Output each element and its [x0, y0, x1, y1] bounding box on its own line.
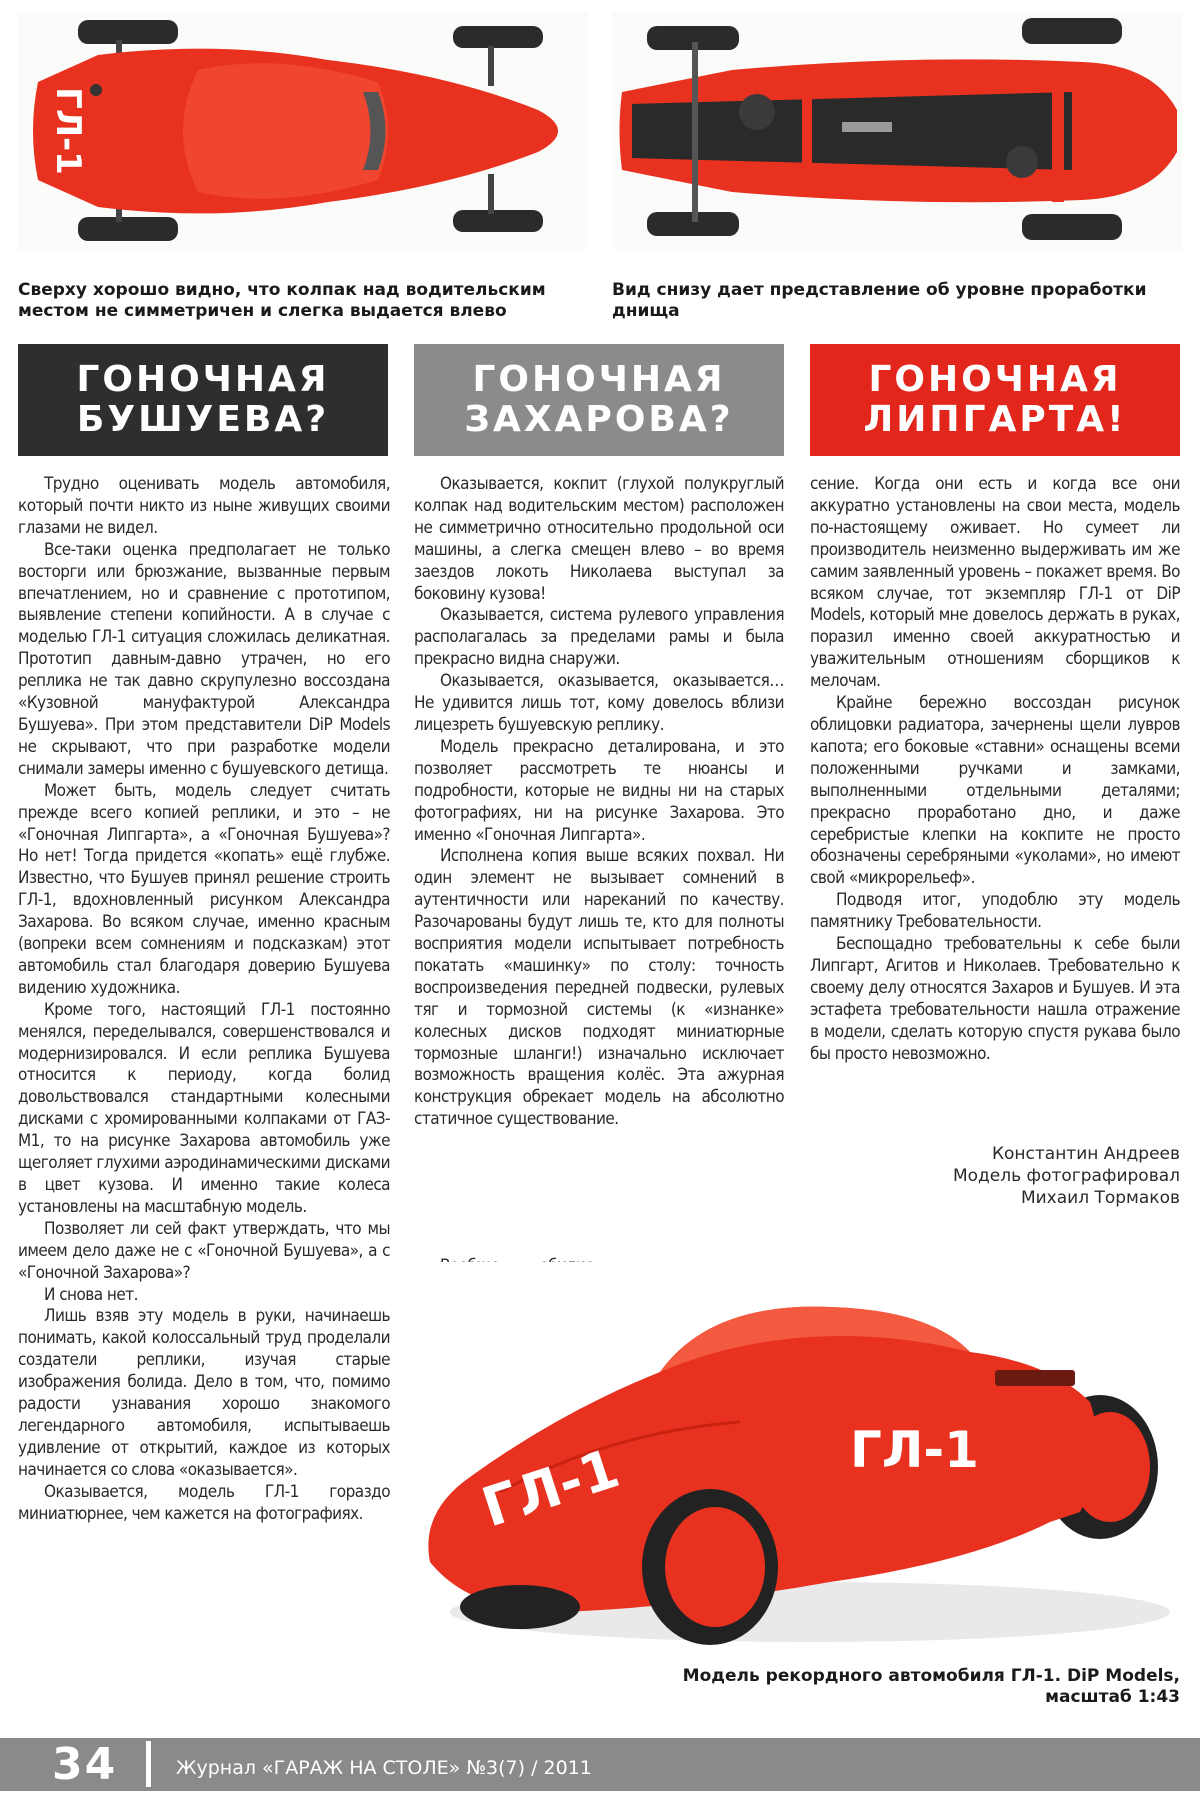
article-column-1	[18, 474, 390, 1526]
svg-text:ГЛ-1: ГЛ-1	[850, 1421, 979, 1479]
paragraph: Исполнена копия выше всяких похвал. Ни один элемент не вызывает сомнений в аутентичности или нареканий по качеству. Разочарованы будут лишь те, кто для полноты восприятия модели испытывает потребность покатать «машинку» по столу: точность воспроизведения передней подвески, рулевых тяг и тормозной системы (к «изнанке» колесных дисков подходят миниатюрные тормозные шланги!) изначально исключает возможность вращения колёс. Эта ажурная конструкция обрекает модель на абсолютно статичное существование.	[414, 846, 784, 1130]
headline-line2: ЗАХАРОВА?	[464, 399, 734, 440]
headline-line1: ГОНОЧНАЯ	[76, 359, 330, 400]
paragraph: сение. Когда они есть и когда все они аккуратно установлены на свои места, модель по-настоящему оживает. Но сумеет ли производитель неизменно выдерживать им же самим заявленный уровень – покажет время. Во всяком случае, тот экземпляр ГЛ-1 от DiP Models, который мне довелось держать в руках, поразил именно своей аккуратностью и уважительным отношениям сборщиков к мелочам.	[810, 474, 1180, 692]
article-column-2	[414, 474, 784, 1131]
author-name: Константин Андреев	[991, 1144, 1180, 1164]
headline-line1: ГОНОЧНАЯ	[868, 359, 1122, 400]
photo-car-top-view	[18, 12, 588, 250]
photo-car-model-gl1	[410, 1262, 1192, 1652]
paragraph: Крайне бережно воссоздан рисунок облицовки радиатора, зачернены щели лувров капота; его боковые «ставни» оснащены всеми положенными ручками и замками, выполненными отдельными деталями; прекрасно проработано дно, и даже серебристые клепки на кокпите не просто обозначены серебряными «уколами», но имеют свой «микрорельеф».	[810, 693, 1180, 889]
headline-lipgart	[810, 344, 1180, 456]
author-credits	[810, 1143, 1180, 1209]
headline-line2: ЛИПГАРТА!	[863, 399, 1127, 440]
paragraph: Оказывается, система рулевого управления располагалась за пределами рамы и была прекрасно видна снаружи.	[414, 605, 784, 670]
paragraph: И снова нет.	[44, 1284, 138, 1305]
paragraph: Беспощадно требовательны к себе были Липгарт, Агитов и Николаев. Требовательно к своему делу относятся Захаров и Бушуев. И эта эстафета требовательности нашла отражение в модели, сделать которую спустя рукава было бы просто невозможно.	[810, 934, 1180, 1064]
car-underside-illustration	[612, 12, 1182, 250]
headline-line2: БУШУЕВА?	[76, 399, 330, 440]
paragraph: Модель прекрасно деталирована, и это позволяет рассмотреть те нюансы и подробности, которые не видны ни на старых фотографиях, ни на рисунке Захарова. Это именно «Гоночная Липгарта».	[414, 736, 784, 845]
paragraph: Все-таки оценка предполагает не только восторги или брюзжание, вызванные первым впечатлением, но и сравнение с прототипом, выявление степени копийности. А в случае с моделью ГЛ-1 ситуация сложилась деликатная. Прототип давным-давно утрачен, но его реплика не так давно скрупулезно воссоздана «Кузовной мануфактурой Александра Бушуева». При этом представители DiP Models не скрывают, что при разработке модели снимали замеры именно с бушуевского детища.	[18, 539, 390, 779]
paragraph: Лишь взяв эту модель в руки, начинаешь понимать, какой колоссальный труд проделали создатели реплики, изучая старые изображения болида. Дело в том, что, помимо радости узнавания хорошо знакомого легендарного автомобиля, испытываешь удивление от открытий, каждое из которых начинается со слова «оказывается».	[18, 1306, 390, 1480]
article-column-3	[810, 474, 1180, 1065]
paragraph: Оказывается, кокпит (глухой полукруглый колпак над водительским местом) расположен не симметрично относительно продольной оси машины, а слегка смещен влево – во время заездов локоть Николаева выступал за боковину кузова!	[414, 474, 784, 604]
headline-line1: ГОНОЧНАЯ	[472, 359, 726, 400]
car-model-illustration	[410, 1262, 1192, 1652]
footer-divider	[146, 1741, 151, 1787]
svg-text:ГЛ-1: ГЛ-1	[474, 1436, 627, 1540]
caption-main-photo: Модель рекордного автомобиля ГЛ-1. DiP Models, масштаб 1:43	[682, 1666, 1180, 1707]
paragraph: Кроме того, настоящий ГЛ-1 постоянно менялся, переделывался, совершенствовался и модернизировался. И если реплика Бушуева относится к периоду, когда болид довольствовался стандартными колесными дисками с хромированными колпаками от ГАЗ-М1, то на рисунке Захарова автомобиль уже щеголяет глухими аэродинамическими дисками в цвет кузова. И именно такие колеса установлены на масштабную модель.	[18, 999, 391, 1217]
photographer-name: Михаил Тормаков	[1020, 1188, 1180, 1208]
caption-bottom-view: Вид снизу дает представление об уровне проработки днища	[612, 280, 1147, 321]
headline-bushuev	[18, 344, 388, 456]
paragraph: Может быть, модель следует считать прежде всего копией реплики, и это – не «Гоночная Липгарта», а «Гоночная Бушуева»? Но нет! Тогда придется «копать» ещё глубже. Известно, что Бушуев принял решение строить ГЛ-1, вдохновленный рисунком Александра Захарова. Во всяком случае, именно красным (вопреки всем сомнениям и подсказкам) этот автомобиль стал благодаря доверию Бушуева видению художника.	[18, 780, 390, 998]
photo-car-bottom-view	[612, 12, 1182, 250]
photo-credit-label: Модель фотографировал	[952, 1166, 1180, 1186]
page-number: 34	[52, 1739, 118, 1790]
car-top-view-illustration	[18, 12, 588, 250]
paragraph: Подводя итог, уподоблю эту модель памятнику Требовательности.	[810, 890, 1180, 933]
paragraph: Трудно оценивать модель автомобиля, который почти никто из ныне живущих своими глазами не видел.	[18, 474, 390, 538]
paragraph: Оказывается, модель ГЛ-1 гораздо миниатюрнее, чем кажется на фотографиях.	[18, 1481, 390, 1524]
paragraph: Оказывается, оказывается, оказывается… Не удивится лишь тот, кому довелось вблизи лицезреть бушуевскую реплику.	[414, 671, 784, 735]
journal-title: Журнал «ГАРАЖ НА СТОЛЕ» №3(7) / 2011	[176, 1757, 592, 1779]
paragraph: Позволяет ли сей факт утверждать, что мы имеем дело даже не с «Гоночной Бушуева», а с «Гоночной Захарова»?	[18, 1218, 390, 1283]
headline-zakharov	[414, 344, 784, 456]
svg-text:ГЛ-1: ГЛ-1	[48, 87, 88, 175]
caption-top-view: Сверху хорошо видно, что колпак над водительским местом не симметричен и слегка выдается влево	[18, 280, 546, 321]
